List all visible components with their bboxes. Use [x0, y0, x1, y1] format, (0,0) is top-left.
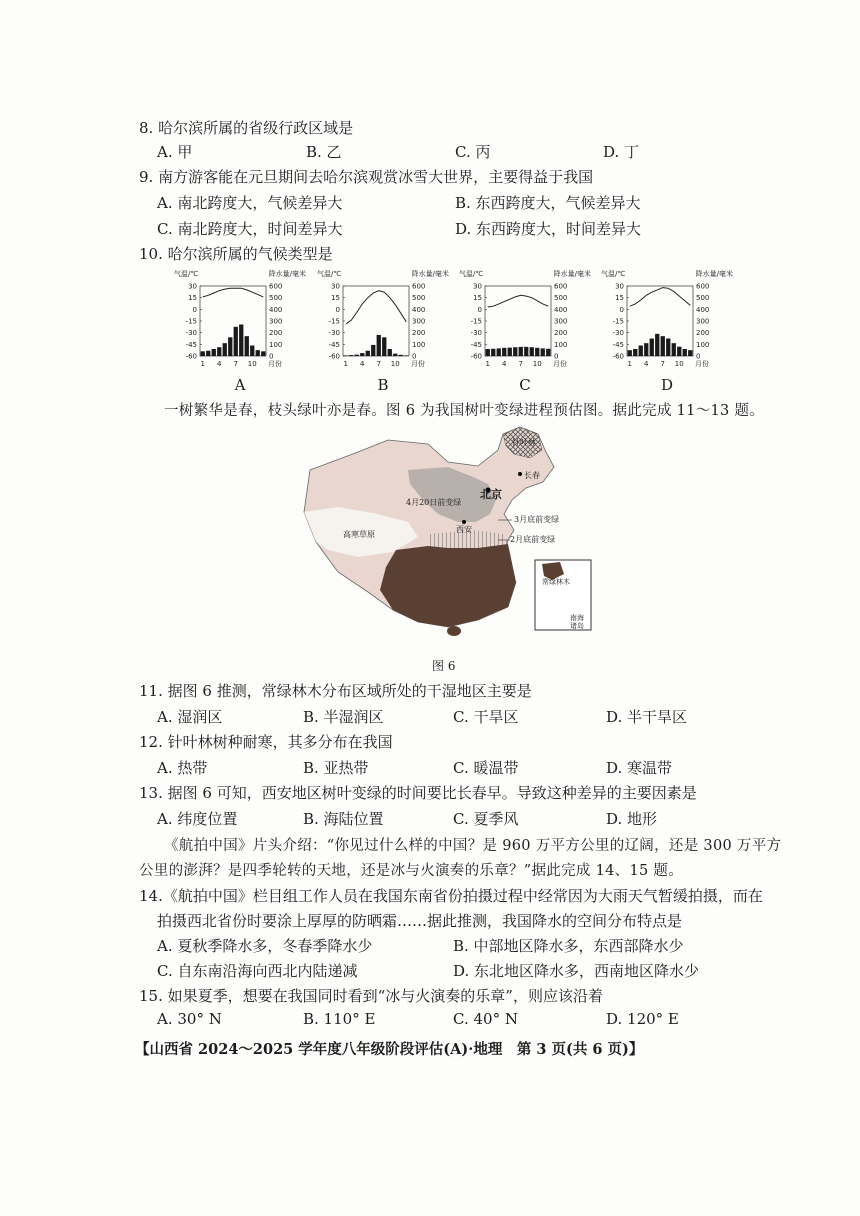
q12-option-a: A. 热带: [157, 759, 208, 777]
month-tick-label: 1: [485, 360, 490, 368]
plot-frame: [627, 286, 693, 356]
precip-tick-label: 400: [412, 305, 426, 314]
precip-tick-label: 0: [554, 352, 559, 361]
precip-axis-title: 降水量/毫米: [268, 270, 306, 278]
precip-bar: [223, 343, 227, 356]
precip-tick-label: 200: [554, 329, 568, 338]
precip-bar: [234, 327, 238, 356]
temp-tick-label: 30: [615, 282, 624, 291]
precip-tick-label: 100: [269, 340, 283, 349]
precip-axis-title: 降水量/毫米: [695, 270, 733, 278]
month-axis-title: 月份: [695, 360, 709, 368]
label-south-china-sea-islands: 南海诸岛: [570, 614, 584, 630]
month-tick-label: 4: [502, 360, 507, 368]
precip-tick-label: 200: [269, 329, 283, 338]
month-tick-label: 1: [627, 360, 632, 368]
precip-bar: [677, 347, 681, 356]
precip-tick-label: 500: [412, 294, 426, 303]
q11-option-b: B. 半湿润区: [303, 708, 384, 726]
precip-tick-label: 300: [554, 317, 568, 326]
temp-tick-label: -30: [470, 329, 482, 338]
precip-bar: [497, 348, 501, 356]
precip-tick-label: 600: [269, 282, 283, 291]
precip-bar: [250, 346, 254, 357]
climate-chart-b-svg: [313, 268, 453, 373]
precip-bar: [661, 336, 665, 356]
precip-bar: [683, 349, 687, 356]
page-footer: 【山西省 2024～2025 学年度八年级阶段评估(A)·地理 第 3 页(共 6 页)】: [135, 1041, 644, 1058]
precip-tick-label: 0: [412, 352, 417, 361]
month-tick-label: 10: [247, 360, 257, 368]
month-axis-title: 月份: [268, 360, 282, 368]
temp-axis-title: 气温/℃: [459, 270, 484, 278]
precip-tick-label: 200: [696, 329, 710, 338]
temp-tick-label: 0: [619, 305, 624, 314]
q8-option-b: B. 乙: [306, 143, 342, 161]
precip-bar: [666, 339, 670, 357]
precip-tick-label: 600: [696, 282, 710, 291]
precip-bar: [628, 350, 632, 356]
precip-tick-label: 600: [554, 282, 568, 291]
label-april-20: 4月20日前变绿: [406, 498, 462, 507]
q13-option-c: C. 夏季风: [453, 810, 519, 828]
question-10-stem: 10. 哈尔滨所属的气候类型是: [139, 245, 333, 263]
question-13-stem: 13. 据图 6 可知，西安地区树叶变绿的时间要比长春早。导致这种差异的主要因素是: [139, 784, 697, 802]
temp-tick-label: -30: [328, 329, 340, 338]
question-15-stem: 15. 如果夏季，想要在我国同时看到“冰与火演奏的乐章”，则应该沿着: [139, 987, 603, 1005]
precip-bar: [261, 351, 265, 356]
temp-tick-label: 0: [192, 305, 197, 314]
month-tick-label: 1: [343, 360, 348, 368]
temp-tick-label: -15: [328, 317, 340, 326]
q13-option-a: A. 纬度位置: [157, 810, 238, 828]
q12-option-b: B. 亚热带: [303, 759, 369, 777]
precip-bar: [201, 351, 205, 356]
q11-option-c: C. 干旱区: [453, 708, 519, 726]
figure-6-map: [298, 422, 596, 652]
precip-bar: [217, 347, 221, 356]
precip-tick-label: 300: [696, 317, 710, 326]
month-tick-label: 10: [390, 360, 400, 368]
q11-option-a: A. 湿润区: [157, 708, 223, 726]
precip-bar: [530, 347, 534, 356]
precip-axis-title: 降水量/毫米: [553, 270, 591, 278]
label-coniferous: 针叶林: [512, 438, 536, 447]
precip-bar: [524, 347, 528, 356]
temp-tick-label: -60: [185, 352, 197, 361]
month-tick-label: 7: [233, 360, 238, 368]
q15-option-d: D. 120° E: [606, 1010, 679, 1028]
temp-tick-label: 15: [331, 294, 340, 303]
climate-chart-c: [455, 268, 595, 396]
q8-option-c: C. 丙: [455, 143, 491, 161]
temp-tick-label: 15: [615, 294, 624, 303]
temp-tick-label: 30: [473, 282, 482, 291]
plot-frame: [200, 286, 266, 356]
precip-bar: [672, 343, 676, 356]
precip-bar: [344, 355, 348, 356]
climate-chart-b-label: B: [377, 376, 389, 394]
precip-bar: [639, 346, 643, 357]
question-11-stem: 11. 据图 6 推测，常绿林木分布区域所处的干湿地区主要是: [139, 682, 532, 700]
question-12-stem: 12. 针叶林树种耐寒，其多分布在我国: [139, 733, 393, 751]
month-axis-title: 月份: [411, 360, 425, 368]
precip-tick-label: 400: [554, 305, 568, 314]
climate-chart-d: [597, 268, 737, 396]
q8-option-d: D. 丁: [603, 143, 640, 161]
changchun-marker: [518, 472, 522, 476]
precip-axis-title: 降水量/毫米: [411, 270, 449, 278]
precip-bar: [486, 349, 490, 356]
precip-bar: [366, 351, 370, 356]
passage-aerial-china-line1: 《航拍中国》片头介绍：“你见过什么样的中国？是 960 万平方公里的辽阔，还是 300 万平方: [164, 838, 782, 854]
precip-bar: [371, 345, 375, 356]
label-evergreen: 常绿林木: [542, 578, 570, 586]
temp-tick-label: -30: [612, 329, 624, 338]
precip-bar: [355, 355, 359, 356]
question-14-stem-line2: 拍摄西北省份时要涂上厚厚的防晒霜……据此推测，我国降水的空间分布特点是: [157, 912, 683, 930]
temp-axis-title: 气温/℃: [174, 270, 199, 278]
temp-tick-label: -60: [470, 352, 482, 361]
figure-6-caption: 图 6: [432, 659, 456, 673]
month-tick-label: 4: [360, 360, 365, 368]
temp-tick-label: 0: [335, 305, 340, 314]
climate-chart-a: [170, 268, 310, 396]
temp-tick-label: -15: [612, 317, 624, 326]
q15-option-a: A. 30° N: [157, 1010, 222, 1028]
climate-chart-a-label: A: [234, 376, 246, 394]
precip-tick-label: 200: [412, 329, 426, 338]
climate-chart-d-label: D: [660, 376, 674, 394]
precip-bar: [491, 349, 495, 356]
passage-aerial-china-line2: 公里的澎湃？是四季轮转的天地，还是冰与火演奏的乐章？”据此完成 14、15 题。: [139, 863, 684, 879]
precip-bar: [541, 348, 545, 356]
precip-bar: [399, 355, 403, 356]
precip-bar: [212, 349, 216, 356]
month-axis-title: 月份: [553, 360, 567, 368]
temp-axis-title: 气温/℃: [601, 270, 626, 278]
precip-bar: [388, 349, 392, 356]
precip-bar: [360, 353, 364, 356]
precip-bar: [655, 334, 659, 356]
precip-bar: [644, 343, 648, 356]
label-march-end: 3月底前变绿: [514, 515, 560, 524]
q11-option-d: D. 半干旱区: [606, 708, 688, 726]
climate-chart-c-label: C: [519, 376, 531, 394]
temp-tick-label: -45: [470, 340, 482, 349]
precip-bar: [256, 350, 260, 356]
month-tick-label: 10: [532, 360, 542, 368]
q15-option-b: B. 110° E: [303, 1010, 376, 1028]
temp-tick-label: 15: [473, 294, 482, 303]
temp-tick-label: -15: [470, 317, 482, 326]
precip-bar: [206, 351, 210, 356]
temp-tick-label: -45: [328, 340, 340, 349]
precip-tick-label: 0: [269, 352, 274, 361]
q12-option-d: D. 寒温带: [606, 759, 673, 777]
climate-chart-b: [313, 268, 453, 396]
q14-option-d: D. 东北地区降水多，西南地区降水少: [453, 962, 700, 980]
month-tick-label: 1: [200, 360, 205, 368]
precip-bar: [377, 335, 381, 356]
month-tick-label: 7: [518, 360, 523, 368]
precip-bar: [245, 336, 249, 356]
precip-bar: [228, 337, 232, 356]
precip-bar: [546, 349, 550, 356]
q9-option-c: C. 南北跨度大，时间差异大: [157, 220, 343, 238]
temp-line: [488, 295, 549, 307]
q13-option-b: B. 海陆位置: [303, 810, 384, 828]
month-tick-label: 7: [660, 360, 665, 368]
q13-option-d: D. 地形: [606, 810, 658, 828]
precip-tick-label: 500: [696, 294, 710, 303]
precip-tick-label: 100: [412, 340, 426, 349]
month-tick-label: 10: [674, 360, 684, 368]
label-plateau: 高寒草原: [343, 530, 375, 539]
precip-bar: [502, 348, 506, 356]
precip-bar: [393, 354, 397, 356]
temp-tick-label: -60: [612, 352, 624, 361]
precip-bar: [349, 355, 353, 356]
hainan-island: [447, 626, 461, 636]
precip-bar: [688, 350, 692, 356]
label-xian: 西安: [456, 525, 472, 534]
month-tick-label: 4: [644, 360, 649, 368]
q9-option-b: B. 东西跨度大，气候差异大: [455, 194, 641, 212]
q15-option-c: C. 40° N: [453, 1010, 518, 1028]
plot-frame: [343, 286, 409, 356]
precip-tick-label: 500: [554, 294, 568, 303]
question-8-stem: 8. 哈尔滨所属的省级行政区域是: [139, 119, 354, 137]
question-9-stem: 9. 南方游客能在元旦期间去哈尔滨观赏冰雪大世界，主要得益于我国: [139, 168, 594, 186]
precip-tick-label: 500: [269, 294, 283, 303]
q12-option-c: C. 暖温带: [453, 759, 519, 777]
q8-option-a: A. 甲: [157, 143, 193, 161]
evergreen-zone: [380, 544, 516, 627]
precip-tick-label: 400: [696, 305, 710, 314]
temp-tick-label: -60: [328, 352, 340, 361]
climate-chart-d-svg: [597, 268, 737, 373]
climate-chart-a-svg: [170, 268, 310, 373]
q9-option-a: A. 南北跨度大，气候差异大: [157, 194, 343, 212]
temp-tick-label: -15: [185, 317, 197, 326]
temp-line: [203, 288, 263, 297]
temp-line: [346, 291, 407, 324]
temp-tick-label: 0: [477, 305, 482, 314]
label-beijing: 北京: [480, 488, 502, 501]
precip-bar: [650, 339, 654, 357]
precip-bar: [633, 349, 637, 356]
climate-chart-c-svg: [455, 268, 595, 373]
label-changchun: 长春: [524, 471, 540, 480]
precip-tick-label: 400: [269, 305, 283, 314]
q14-option-b: B. 中部地区降水多，东西部降水少: [453, 937, 684, 955]
precip-tick-label: 0: [696, 352, 701, 361]
temp-axis-title: 气温/℃: [317, 270, 342, 278]
precip-bar: [382, 337, 386, 356]
label-feb-end: 2月底前变绿: [510, 535, 556, 544]
temp-tick-label: -45: [612, 340, 624, 349]
precip-bar: [239, 325, 243, 357]
precip-tick-label: 300: [269, 317, 283, 326]
precip-tick-label: 300: [412, 317, 426, 326]
precip-bar: [404, 355, 408, 356]
temp-tick-label: 15: [188, 294, 197, 303]
precip-tick-label: 600: [412, 282, 426, 291]
precip-bar: [519, 347, 523, 356]
precip-bar: [513, 347, 517, 356]
temp-tick-label: -30: [185, 329, 197, 338]
precip-tick-label: 100: [554, 340, 568, 349]
month-tick-label: 7: [376, 360, 381, 368]
month-tick-label: 4: [217, 360, 222, 368]
question-14-stem-line1: 14.《航拍中国》栏目组工作人员在我国东南省份拍摄过程中经常因为大雨天气暂缓拍摄，而在: [139, 887, 763, 905]
temp-tick-label: 30: [188, 282, 197, 291]
precip-tick-label: 100: [696, 340, 710, 349]
precip-bar: [508, 348, 512, 356]
temp-tick-label: 30: [331, 282, 340, 291]
precip-bar: [535, 348, 539, 356]
passage-figure-6-intro: 一树繁华是春，枝头绿叶亦是春。图 6 为我国树叶变绿进程预估图。据此完成 11～13 题。: [164, 403, 765, 419]
q9-option-d: D. 东西跨度大，时间差异大: [455, 220, 642, 238]
q14-option-a: A. 夏秋季降水多，冬春季降水少: [157, 937, 373, 955]
temp-line: [630, 288, 691, 307]
temp-tick-label: -45: [185, 340, 197, 349]
q14-option-c: C. 自东南沿海向西北内陆递减: [157, 962, 358, 980]
